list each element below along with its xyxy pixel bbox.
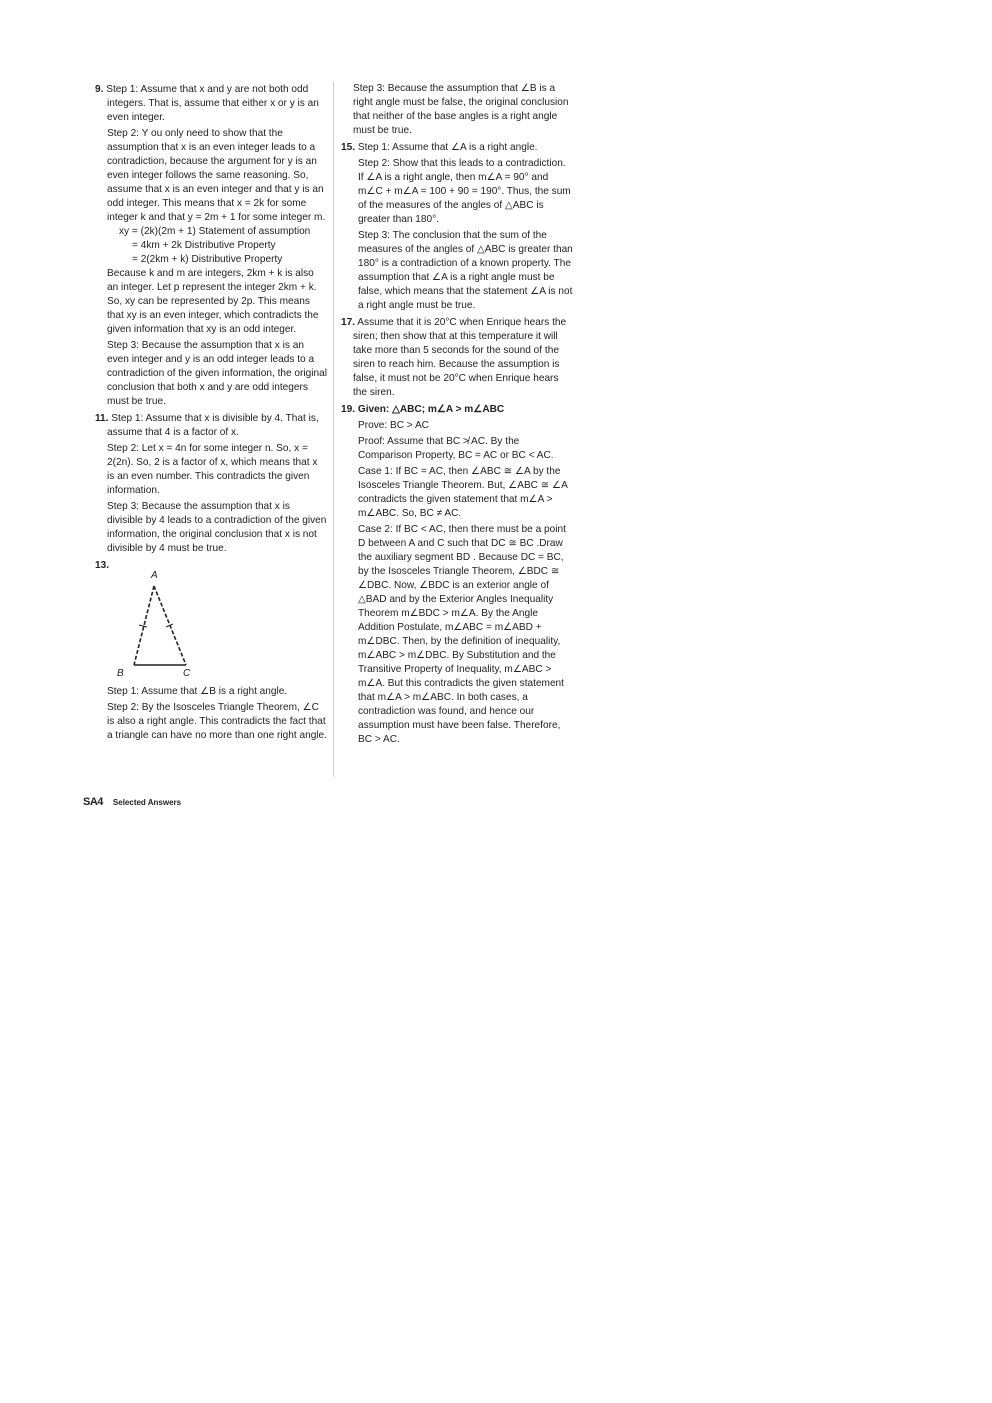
step-text: Step 3: The conclusion that the sum of the measures of the angles of △ABC is greater than 180° is a contradiction of a known property. The assumption that ∠A is a right angle must be false, which means that the statement ∠A is not a right angle must be true.: [358, 230, 573, 311]
tick-mark-ac: [166, 624, 173, 627]
equation-line: = 2(2km + k) Distributive Property: [132, 254, 283, 265]
vertex-label-c: C: [183, 668, 191, 679]
step-text: Step 1: Assume that ∠B is a right angle.: [107, 686, 288, 697]
side-ab: [134, 586, 154, 665]
vertex-label-b: B: [117, 668, 124, 679]
step-text: Step 3: Because the assumption that x is divisible by 4 leads to a contradiction of the given information, the original conclusion that x is not divisible by 4 must be true.: [107, 501, 327, 554]
problem-number: 13.: [95, 560, 110, 571]
step-text: Step 3: Because the assumption that x is an even integer and y is an odd integer leads to a contradiction of the given information, the original conclusion that both x and y are odd integers must be true.: [107, 340, 327, 407]
problem-11: [95, 412, 327, 556]
problem-9: [95, 83, 327, 409]
step-text: Because k and m are integers, 2km + k is also an integer. Let p represent the integer 2km + k. So, xy can be represented by 2p. This means that xy is an even integer, which contradicts the given information that xy is an odd integer.: [107, 268, 319, 335]
problem-number: 9.: [95, 84, 104, 95]
prove-statement: Prove: BC > AC: [358, 420, 429, 431]
case-1-text: Case 1: If BC = AC, then ∠ABC ≅ ∠A by the Isosceles Triangle Theorem. But, ∠ABC ≅ ∠A contradicts the given statement that m∠A > m∠ABC. So, BC ≠ AC.: [358, 466, 568, 519]
step-text: Step 1: Assume that x and y are not both odd integers. That is, assume that either x or y is an even integer.: [106, 84, 319, 123]
step-text: Step 1: Assume that ∠A is a right angle.: [357, 142, 538, 153]
left-column: [95, 80, 327, 743]
problem-number: 11.: [95, 413, 109, 424]
problem-number: 19.: [341, 404, 356, 415]
proof-text: Proof: Assume that BC ≯ AC. By the Comparison Property, BC = AC or BC < AC.: [358, 436, 554, 461]
footer-title: Selected Answers: [112, 798, 182, 807]
problem-number: 17.: [341, 317, 356, 328]
case-2-text: Case 2: If BC < AC, then there must be a point D between A and C such that DC ≅ BC .Draw the auxiliary segment BD . Because DC = BC, by the Isosceles Triangle Theorem, ∠BDC ≅ ∠DBC. Now, ∠BDC is an exterior angle of △BAD and by the Exterior Angles Inequality Theorem m∠BDC > m∠A. By the Angle Addition Postulate, m∠ABC = m∠ABD + m∠DBC. Then, by the definition of inequality, m∠ABC > m∠DBC. By Substitution and the Transitive Property of Inequality, m∠ABC > m∠A. But this contradicts the given statement that m∠A > m∠ABC. In both cases, a contradiction was found, and hence our assumption must have been false. Therefore, BC > AC.: [358, 524, 566, 745]
page-number: SA4: [83, 796, 103, 808]
vertex-label-a: A: [151, 570, 158, 581]
equation-line: xy = (2k)(2m + 1) Statement of assumption: [119, 226, 311, 237]
triangle-svg: [107, 575, 227, 685]
problem-13-step-3: Step 3: Because the assumption that ∠B is a right angle must be false, the original conclusion that neither of the base angles is a right angle must be true.: [353, 83, 569, 136]
step-text: Step 2: Y ou only need to show that the assumption that x is an even integer leads to a contradiction, because the argument for y is an even integer follows the same reasoning. So, assume that x is an even integer and that y is an odd integer. This means that x = 2k for some integer k and that y = 2m + 1 for some integer m.: [107, 128, 326, 223]
given-statement: Given: △ABC; m∠A > m∠ABC: [357, 404, 505, 415]
isosceles-triangle-diagram: [107, 570, 327, 685]
step-text: Step 2: Let x = 4n for some integer n. So, x = 2(2n). So, 2 is a factor of x, which means that x is an even number. This contradicts the given information.: [107, 443, 318, 496]
step-text: Step 2: By the Isosceles Triangle Theorem, ∠C is also a right angle. This contradicts the fact that a triangle can have no more than one right angle.: [107, 702, 327, 741]
page-footer: [83, 796, 181, 808]
right-column: [341, 80, 573, 747]
equation-line: = 4km + 2k Distributive Property: [132, 240, 276, 251]
column-divider: [333, 82, 334, 777]
step-text: Step 1: Assume that x is divisible by 4. That is, assume that 4 is a factor of x.: [107, 413, 319, 438]
problem-15: [341, 141, 573, 313]
problem-13: [95, 559, 327, 743]
problem-19: [341, 403, 573, 747]
answer-text: Assume that it is 20°C when Enrique hears the siren; then show that at this temperature it will take more than 5 seconds for the sound of the siren to reach him. Because the assumption is false, it must not be 20°C when Enrique hears the siren.: [353, 317, 567, 398]
problem-number: 15.: [341, 142, 356, 153]
problem-17: [341, 316, 573, 400]
step-text: Step 2: Show that this leads to a contradiction. If ∠A is a right angle, then m∠A = 90° and m∠C + m∠A = 100 + 90 = 190°. Thus, the sum of the measures of the angles of △ABC is greater than 180°.: [358, 158, 571, 225]
